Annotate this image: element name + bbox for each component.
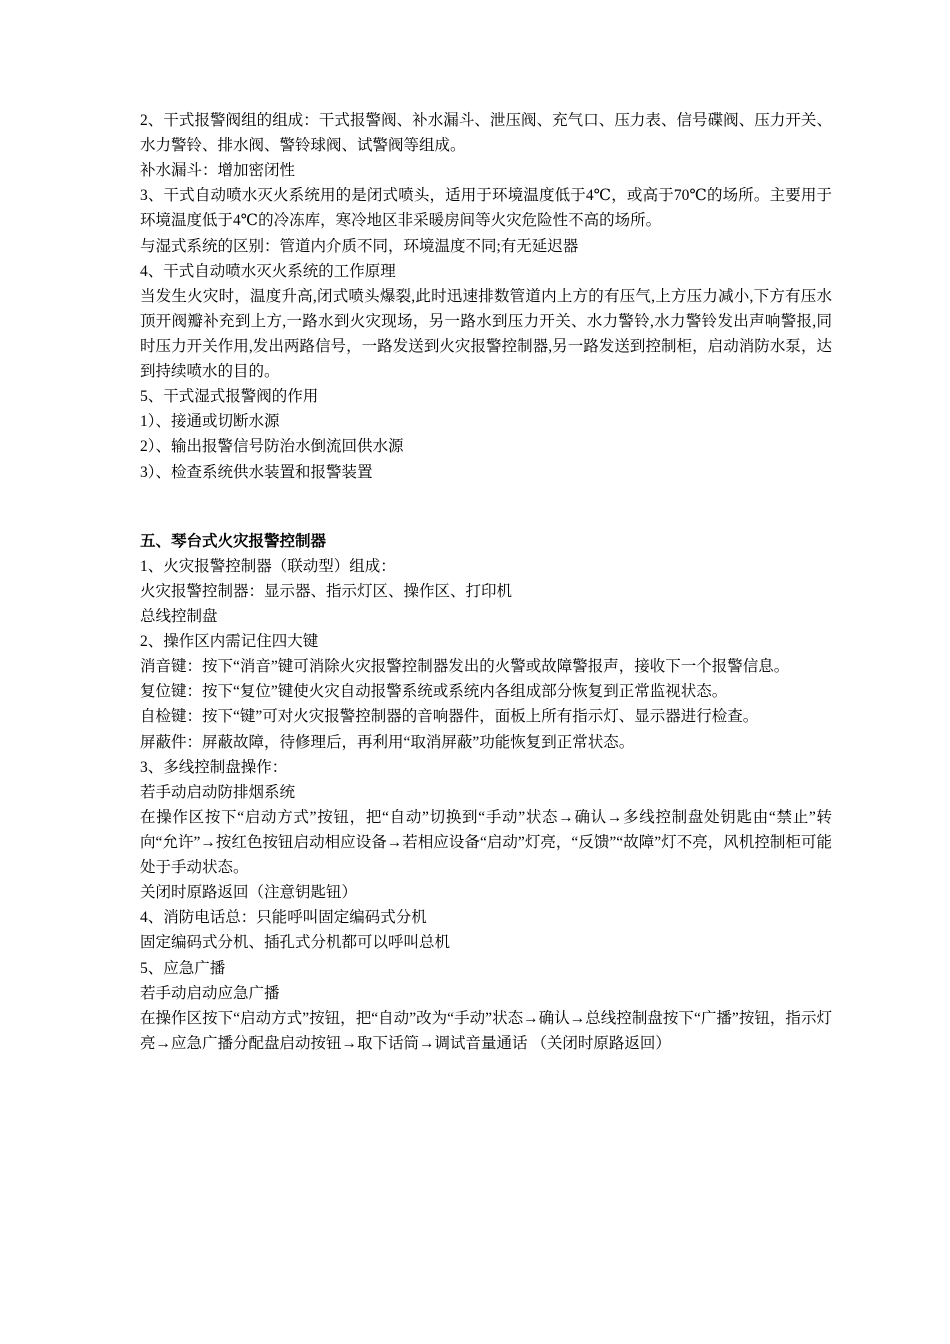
paragraph: 3、多线控制盘操作： <box>140 758 288 776</box>
paragraph: 总线控制盘 <box>140 607 218 625</box>
paragraph: 2、操作区内需记住四大键 <box>140 633 319 651</box>
paragraph: 若手动启动应急广播 <box>140 984 280 1002</box>
section-heading: 五、琴台式火灾报警控制器 <box>140 532 327 550</box>
paragraph: 固定编码式分机、插孔式分机都可以呼叫总机 <box>140 934 451 952</box>
paragraph: 消音键：按下“消音”键可消除火灾报警控制器发出的火警或故障警报声，接收下一个报警信息。 <box>140 658 790 676</box>
document-body <box>140 108 832 1056</box>
paragraph: 4、消防电话总：只能呼叫固定编码式分机 <box>140 909 427 927</box>
paragraph: 若手动启动防排烟系统 <box>140 783 296 801</box>
paragraph: 当发生火灾时，温度升高,闭式喷头爆裂,此时迅速排数管道内上方的有压气,上方压力减小,下方有压水顶开阀瓣补充到上方,一路水到火灾现场，另一路水到压力开关、水力警铃,水力警铃发出声响警报,同时压力开关作用,发出两路信号，一路发送到火灾报警控制器,另一路发送到控制柜，启动消防水泵，达到持续喷水的目的。 <box>140 287 832 381</box>
paragraph: 补水漏斗：增加密闭性 <box>140 162 296 180</box>
list-item: 1）、接通或切断水源 <box>140 413 280 431</box>
paragraph: 2、干式报警阀组的组成：干式报警阀、补水漏斗、泄压阀、充气口、压力表、信号碟阀、压力开关、水力警铃、排水阀、警铃球阀、试警阀等组成。 <box>140 112 832 155</box>
paragraph: 关闭时原路返回（注意钥匙钮） <box>140 884 358 902</box>
paragraph: 5、应急广播 <box>140 959 226 977</box>
list-item: 3）、检查系统供水装置和报警装置 <box>140 463 373 481</box>
paragraph: 3、干式自动喷水灭火系统用的是闭式喷头，适用于环境温度低于4℃，或高于70℃的场所。主要用于环境温度低于4℃的冷冻库，寒冷地区非采暖房间等火灾危险性不高的场所。 <box>140 187 832 230</box>
paragraph: 5、干式湿式报警阀的作用 <box>140 388 319 406</box>
paragraph: 屏蔽件：屏蔽故障，待修理后，再利用“取消屏蔽”功能恢复到正常状态。 <box>140 733 635 751</box>
paragraph: 在操作区按下“启动方式”按钮，把“自动”切换到“手动”状态→确认→多线控制盘处钥匙由“禁止”转向“允许”→按红色按钮启动相应设备→若相应设备“启动”灯亮，“反馈”“故障”灯不亮，风机控制柜可能处于手动状态。 <box>140 808 832 877</box>
paragraph: 自检键：按下“键”可对火灾报警控制器的音响器件，面板上所有指示灯、显示器进行检查。 <box>140 708 759 726</box>
paragraph: 复位键：按下“复位”键使火灾自动报警系统或系统内各组成部分恢复到正常监视状态。 <box>140 683 728 701</box>
paragraph: 1、火灾报警控制器（联动型）组成： <box>140 557 396 575</box>
section-spacer <box>140 485 832 529</box>
paragraph: 在操作区按下“启动方式”按钮，把“自动”改为“手动”状态→确认→总线控制盘按下“广播”按钮，指示灯亮→应急广播分配盘启动按钮→取下话筒→调试音量通话 （关闭时原路返回） <box>140 1009 832 1052</box>
paragraph: 火灾报警控制器：显示器、指示灯区、操作区、打印机 <box>140 582 513 600</box>
paragraph: 与湿式系统的区别：管道内介质不同，环境温度不同;有无延迟器 <box>140 237 579 255</box>
paragraph: 4、干式自动喷水灭火系统的工作原理 <box>140 262 396 280</box>
list-item: 2）、输出报警信号防治水倒流回供水源 <box>140 438 404 456</box>
